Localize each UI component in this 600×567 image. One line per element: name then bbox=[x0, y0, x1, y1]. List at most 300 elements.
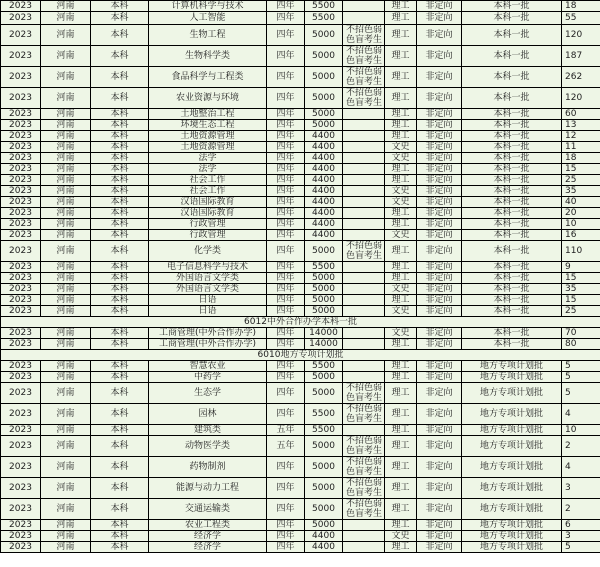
quota-cell: 9 bbox=[562, 262, 600, 273]
section-header-row bbox=[1, 350, 600, 361]
subject-cell: 理工 bbox=[385, 88, 417, 109]
year-cell: 2023 bbox=[1, 186, 41, 197]
major-cell: 外国语言文学类 bbox=[149, 273, 267, 284]
batch-cell: 本科一批 bbox=[462, 306, 562, 317]
province-cell: 河南 bbox=[41, 295, 91, 306]
subject-cell: 理工 bbox=[385, 262, 417, 273]
subject-cell: 文史 bbox=[385, 153, 417, 164]
subject-cell: 理工 bbox=[385, 478, 417, 499]
note-cell bbox=[343, 542, 385, 553]
subject-cell: 理工 bbox=[385, 436, 417, 457]
duration-cell: 四年 bbox=[267, 404, 305, 425]
duration-cell: 四年 bbox=[267, 25, 305, 46]
subject-cell: 理工 bbox=[385, 46, 417, 67]
note-cell bbox=[343, 339, 385, 350]
tuition-cell: 5000 bbox=[305, 273, 343, 284]
duration-cell: 五年 bbox=[267, 425, 305, 436]
subject-cell: 理工 bbox=[385, 372, 417, 383]
quota-cell: 12 bbox=[562, 131, 600, 142]
province-cell: 河南 bbox=[41, 131, 91, 142]
table-row bbox=[1, 383, 600, 404]
quota-cell: 60 bbox=[562, 109, 600, 120]
note-cell bbox=[343, 372, 385, 383]
table-row bbox=[1, 186, 600, 197]
note-cell bbox=[343, 142, 385, 153]
major-cell: 日语 bbox=[149, 295, 267, 306]
major-cell: 经济学 bbox=[149, 542, 267, 553]
level-cell: 本科 bbox=[91, 499, 149, 520]
year-cell: 2023 bbox=[1, 306, 41, 317]
province-cell: 河南 bbox=[41, 109, 91, 120]
province-cell: 河南 bbox=[41, 164, 91, 175]
subject-cell: 文史 bbox=[385, 230, 417, 241]
province-cell: 河南 bbox=[41, 88, 91, 109]
note-cell bbox=[343, 531, 385, 542]
year-cell: 2023 bbox=[1, 383, 41, 404]
subject-cell: 理工 bbox=[385, 12, 417, 25]
batch-cell: 本科一批 bbox=[462, 219, 562, 230]
subject-cell: 理工 bbox=[385, 164, 417, 175]
major-cell: 土地资源管理 bbox=[149, 131, 267, 142]
table-row bbox=[1, 241, 600, 262]
quota-cell: 20 bbox=[562, 208, 600, 219]
duration-cell: 四年 bbox=[267, 339, 305, 350]
quota-cell: 10 bbox=[562, 425, 600, 436]
province-cell: 河南 bbox=[41, 520, 91, 531]
province-cell: 河南 bbox=[41, 361, 91, 372]
province-cell: 河南 bbox=[41, 208, 91, 219]
duration-cell: 四年 bbox=[267, 208, 305, 219]
orientation-cell: 非定向 bbox=[417, 499, 462, 520]
duration-cell: 四年 bbox=[267, 372, 305, 383]
level-cell: 本科 bbox=[91, 1, 149, 12]
subject-cell: 文史 bbox=[385, 531, 417, 542]
tuition-cell: 5000 bbox=[305, 120, 343, 131]
batch-cell: 地方专项计划批 bbox=[462, 520, 562, 531]
batch-cell: 地方专项计划批 bbox=[462, 499, 562, 520]
province-cell: 河南 bbox=[41, 436, 91, 457]
level-cell: 本科 bbox=[91, 306, 149, 317]
quota-cell: 5 bbox=[562, 542, 600, 553]
year-cell: 2023 bbox=[1, 25, 41, 46]
section-header-row bbox=[1, 317, 600, 328]
batch-cell: 地方专项计划批 bbox=[462, 542, 562, 553]
table-row bbox=[1, 208, 600, 219]
table-row bbox=[1, 284, 600, 295]
quota-cell: 6 bbox=[562, 520, 600, 531]
year-cell: 2023 bbox=[1, 339, 41, 350]
table-row bbox=[1, 436, 600, 457]
batch-cell: 本科一批 bbox=[462, 284, 562, 295]
batch-cell: 地方专项计划批 bbox=[462, 531, 562, 542]
quota-cell: 11 bbox=[562, 142, 600, 153]
quota-cell: 18 bbox=[562, 1, 600, 12]
province-cell: 河南 bbox=[41, 531, 91, 542]
batch-cell: 本科一批 bbox=[462, 1, 562, 12]
table-row bbox=[1, 175, 600, 186]
duration-cell: 四年 bbox=[267, 109, 305, 120]
duration-cell: 四年 bbox=[267, 383, 305, 404]
province-cell: 河南 bbox=[41, 142, 91, 153]
table-row bbox=[1, 520, 600, 531]
table-row bbox=[1, 197, 600, 208]
note-cell bbox=[343, 1, 385, 12]
orientation-cell: 非定向 bbox=[417, 383, 462, 404]
quota-cell: 10 bbox=[562, 219, 600, 230]
orientation-cell: 非定向 bbox=[417, 328, 462, 339]
quota-cell: 40 bbox=[562, 197, 600, 208]
subject-cell: 文史 bbox=[385, 142, 417, 153]
section-title: 6012中外合作办学本科一批 bbox=[1, 317, 600, 328]
duration-cell: 四年 bbox=[267, 531, 305, 542]
batch-cell: 本科一批 bbox=[462, 131, 562, 142]
orientation-cell: 非定向 bbox=[417, 208, 462, 219]
note-cell bbox=[343, 262, 385, 273]
major-cell: 土地资源管理 bbox=[149, 142, 267, 153]
subject-cell: 理工 bbox=[385, 120, 417, 131]
batch-cell: 本科一批 bbox=[462, 273, 562, 284]
major-cell: 工商管理(中外合作办学) bbox=[149, 339, 267, 350]
level-cell: 本科 bbox=[91, 109, 149, 120]
subject-cell: 文史 bbox=[385, 186, 417, 197]
major-cell: 社会工作 bbox=[149, 175, 267, 186]
subject-cell: 理工 bbox=[385, 273, 417, 284]
level-cell: 本科 bbox=[91, 164, 149, 175]
duration-cell: 四年 bbox=[267, 284, 305, 295]
province-cell: 河南 bbox=[41, 457, 91, 478]
duration-cell: 四年 bbox=[267, 120, 305, 131]
orientation-cell: 非定向 bbox=[417, 262, 462, 273]
table-row bbox=[1, 295, 600, 306]
level-cell: 本科 bbox=[91, 175, 149, 186]
note-cell: 不招色弱色盲考生 bbox=[343, 46, 385, 67]
note-cell bbox=[343, 425, 385, 436]
tuition-cell: 4400 bbox=[305, 186, 343, 197]
tuition-cell: 5500 bbox=[305, 1, 343, 12]
subject-cell: 理工 bbox=[385, 208, 417, 219]
major-cell: 农业工程类 bbox=[149, 520, 267, 531]
quota-cell: 262 bbox=[562, 67, 600, 88]
level-cell: 本科 bbox=[91, 25, 149, 46]
quota-cell: 3 bbox=[562, 478, 600, 499]
major-cell: 环境生态工程 bbox=[149, 120, 267, 131]
major-cell: 行政管理 bbox=[149, 219, 267, 230]
table-row bbox=[1, 262, 600, 273]
note-cell: 不招色弱色盲考生 bbox=[343, 457, 385, 478]
subject-cell: 理工 bbox=[385, 219, 417, 230]
duration-cell: 四年 bbox=[267, 186, 305, 197]
batch-cell: 地方专项计划批 bbox=[462, 436, 562, 457]
duration-cell: 四年 bbox=[267, 457, 305, 478]
batch-cell: 本科一批 bbox=[462, 67, 562, 88]
orientation-cell: 非定向 bbox=[417, 230, 462, 241]
subject-cell: 理工 bbox=[385, 295, 417, 306]
note-cell bbox=[343, 230, 385, 241]
batch-cell: 本科一批 bbox=[462, 175, 562, 186]
subject-cell: 理工 bbox=[385, 404, 417, 425]
year-cell: 2023 bbox=[1, 425, 41, 436]
quota-cell: 25 bbox=[562, 175, 600, 186]
note-cell: 不招色弱色盲考生 bbox=[343, 67, 385, 88]
level-cell: 本科 bbox=[91, 328, 149, 339]
tuition-cell: 5000 bbox=[305, 88, 343, 109]
province-cell: 河南 bbox=[41, 273, 91, 284]
major-cell: 药物制剂 bbox=[149, 457, 267, 478]
tuition-cell: 5000 bbox=[305, 499, 343, 520]
orientation-cell: 非定向 bbox=[417, 153, 462, 164]
year-cell: 2023 bbox=[1, 88, 41, 109]
province-cell: 河南 bbox=[41, 120, 91, 131]
batch-cell: 地方专项计划批 bbox=[462, 383, 562, 404]
year-cell: 2023 bbox=[1, 197, 41, 208]
orientation-cell: 非定向 bbox=[417, 131, 462, 142]
level-cell: 本科 bbox=[91, 131, 149, 142]
orientation-cell: 非定向 bbox=[417, 457, 462, 478]
tuition-cell: 4400 bbox=[305, 208, 343, 219]
subject-cell: 理工 bbox=[385, 131, 417, 142]
year-cell: 2023 bbox=[1, 295, 41, 306]
quota-cell: 35 bbox=[562, 284, 600, 295]
tuition-cell: 5000 bbox=[305, 284, 343, 295]
year-cell: 2023 bbox=[1, 478, 41, 499]
year-cell: 2023 bbox=[1, 153, 41, 164]
province-cell: 河南 bbox=[41, 197, 91, 208]
level-cell: 本科 bbox=[91, 219, 149, 230]
level-cell: 本科 bbox=[91, 241, 149, 262]
subject-cell: 文史 bbox=[385, 284, 417, 295]
tuition-cell: 5500 bbox=[305, 361, 343, 372]
major-cell: 电子信息科学与技术 bbox=[149, 262, 267, 273]
subject-cell: 文史 bbox=[385, 197, 417, 208]
tuition-cell: 5500 bbox=[305, 425, 343, 436]
quota-cell: 5 bbox=[562, 383, 600, 404]
year-cell: 2023 bbox=[1, 372, 41, 383]
quota-cell: 80 bbox=[562, 339, 600, 350]
tuition-cell: 5000 bbox=[305, 109, 343, 120]
major-cell: 中药学 bbox=[149, 372, 267, 383]
table-row bbox=[1, 306, 600, 317]
table-row bbox=[1, 142, 600, 153]
province-cell: 河南 bbox=[41, 25, 91, 46]
year-cell: 2023 bbox=[1, 131, 41, 142]
major-cell: 农业资源与环境 bbox=[149, 88, 267, 109]
year-cell: 2023 bbox=[1, 262, 41, 273]
year-cell: 2023 bbox=[1, 404, 41, 425]
tuition-cell: 5000 bbox=[305, 67, 343, 88]
note-cell: 不招色弱色盲考生 bbox=[343, 383, 385, 404]
major-cell: 能源与动力工程 bbox=[149, 478, 267, 499]
level-cell: 本科 bbox=[91, 520, 149, 531]
major-cell: 人工智能 bbox=[149, 12, 267, 25]
tuition-cell: 5000 bbox=[305, 478, 343, 499]
tuition-cell: 4400 bbox=[305, 531, 343, 542]
province-cell: 河南 bbox=[41, 230, 91, 241]
subject-cell: 理工 bbox=[385, 241, 417, 262]
duration-cell: 四年 bbox=[267, 328, 305, 339]
tuition-cell: 5000 bbox=[305, 295, 343, 306]
province-cell: 河南 bbox=[41, 499, 91, 520]
duration-cell: 四年 bbox=[267, 542, 305, 553]
duration-cell: 四年 bbox=[267, 164, 305, 175]
quota-cell: 120 bbox=[562, 25, 600, 46]
year-cell: 2023 bbox=[1, 12, 41, 25]
orientation-cell: 非定向 bbox=[417, 436, 462, 457]
province-cell: 河南 bbox=[41, 175, 91, 186]
duration-cell: 四年 bbox=[267, 46, 305, 67]
subject-cell: 理工 bbox=[385, 499, 417, 520]
province-cell: 河南 bbox=[41, 478, 91, 499]
batch-cell: 本科一批 bbox=[462, 208, 562, 219]
orientation-cell: 非定向 bbox=[417, 306, 462, 317]
level-cell: 本科 bbox=[91, 457, 149, 478]
duration-cell: 四年 bbox=[267, 131, 305, 142]
table-row bbox=[1, 372, 600, 383]
duration-cell: 四年 bbox=[267, 175, 305, 186]
quota-cell: 55 bbox=[562, 12, 600, 25]
tuition-cell: 4400 bbox=[305, 230, 343, 241]
tuition-cell: 4400 bbox=[305, 197, 343, 208]
level-cell: 本科 bbox=[91, 186, 149, 197]
table-row bbox=[1, 273, 600, 284]
major-cell: 汉语国际教育 bbox=[149, 208, 267, 219]
duration-cell: 四年 bbox=[267, 478, 305, 499]
note-cell bbox=[343, 175, 385, 186]
table-row bbox=[1, 328, 600, 339]
duration-cell: 四年 bbox=[267, 230, 305, 241]
orientation-cell: 非定向 bbox=[417, 339, 462, 350]
orientation-cell: 非定向 bbox=[417, 273, 462, 284]
level-cell: 本科 bbox=[91, 142, 149, 153]
duration-cell: 四年 bbox=[267, 197, 305, 208]
orientation-cell: 非定向 bbox=[417, 295, 462, 306]
subject-cell: 理工 bbox=[385, 1, 417, 12]
duration-cell: 四年 bbox=[267, 153, 305, 164]
note-cell bbox=[343, 520, 385, 531]
batch-cell: 地方专项计划批 bbox=[462, 425, 562, 436]
note-cell bbox=[343, 109, 385, 120]
major-cell: 法学 bbox=[149, 153, 267, 164]
year-cell: 2023 bbox=[1, 436, 41, 457]
province-cell: 河南 bbox=[41, 328, 91, 339]
orientation-cell: 非定向 bbox=[417, 197, 462, 208]
quota-cell: 15 bbox=[562, 273, 600, 284]
note-cell bbox=[343, 284, 385, 295]
batch-cell: 本科一批 bbox=[462, 230, 562, 241]
orientation-cell: 非定向 bbox=[417, 284, 462, 295]
orientation-cell: 非定向 bbox=[417, 241, 462, 262]
level-cell: 本科 bbox=[91, 153, 149, 164]
subject-cell: 文史 bbox=[385, 306, 417, 317]
major-cell: 生态学 bbox=[149, 383, 267, 404]
province-cell: 河南 bbox=[41, 46, 91, 67]
major-cell: 生物科学类 bbox=[149, 46, 267, 67]
major-cell: 汉语国际教育 bbox=[149, 197, 267, 208]
orientation-cell: 非定向 bbox=[417, 425, 462, 436]
province-cell: 河南 bbox=[41, 306, 91, 317]
level-cell: 本科 bbox=[91, 531, 149, 542]
province-cell: 河南 bbox=[41, 186, 91, 197]
table-row bbox=[1, 542, 600, 553]
level-cell: 本科 bbox=[91, 361, 149, 372]
orientation-cell: 非定向 bbox=[417, 88, 462, 109]
tuition-cell: 4400 bbox=[305, 164, 343, 175]
orientation-cell: 非定向 bbox=[417, 478, 462, 499]
subject-cell: 理工 bbox=[385, 339, 417, 350]
year-cell: 2023 bbox=[1, 142, 41, 153]
duration-cell: 四年 bbox=[267, 12, 305, 25]
province-cell: 河南 bbox=[41, 12, 91, 25]
table-row bbox=[1, 12, 600, 25]
major-cell: 化学类 bbox=[149, 241, 267, 262]
subject-cell: 理工 bbox=[385, 175, 417, 186]
major-cell: 工商管理(中外合作办学) bbox=[149, 328, 267, 339]
table-row bbox=[1, 425, 600, 436]
tuition-cell: 5000 bbox=[305, 383, 343, 404]
major-cell: 行政管理 bbox=[149, 230, 267, 241]
note-cell bbox=[343, 208, 385, 219]
level-cell: 本科 bbox=[91, 542, 149, 553]
note-cell bbox=[343, 361, 385, 372]
tuition-cell: 4400 bbox=[305, 542, 343, 553]
province-cell: 河南 bbox=[41, 67, 91, 88]
batch-cell: 本科一批 bbox=[462, 164, 562, 175]
duration-cell: 四年 bbox=[267, 241, 305, 262]
major-cell: 动物医学类 bbox=[149, 436, 267, 457]
duration-cell: 四年 bbox=[267, 142, 305, 153]
level-cell: 本科 bbox=[91, 372, 149, 383]
subject-cell: 理工 bbox=[385, 542, 417, 553]
batch-cell: 本科一批 bbox=[462, 328, 562, 339]
note-cell bbox=[343, 295, 385, 306]
quota-cell: 35 bbox=[562, 186, 600, 197]
table-row bbox=[1, 46, 600, 67]
orientation-cell: 非定向 bbox=[417, 404, 462, 425]
subject-cell: 理工 bbox=[385, 25, 417, 46]
batch-cell: 本科一批 bbox=[462, 12, 562, 25]
tuition-cell: 5500 bbox=[305, 262, 343, 273]
subject-cell: 理工 bbox=[385, 425, 417, 436]
table-row bbox=[1, 67, 600, 88]
major-cell: 智慧农业 bbox=[149, 361, 267, 372]
quota-cell: 15 bbox=[562, 164, 600, 175]
duration-cell: 四年 bbox=[267, 306, 305, 317]
year-cell: 2023 bbox=[1, 520, 41, 531]
year-cell: 2023 bbox=[1, 46, 41, 67]
duration-cell: 四年 bbox=[267, 1, 305, 12]
subject-cell: 理工 bbox=[385, 383, 417, 404]
major-cell: 法学 bbox=[149, 164, 267, 175]
year-cell: 2023 bbox=[1, 164, 41, 175]
orientation-cell: 非定向 bbox=[417, 67, 462, 88]
orientation-cell: 非定向 bbox=[417, 120, 462, 131]
table-row bbox=[1, 361, 600, 372]
batch-cell: 本科一批 bbox=[462, 262, 562, 273]
tuition-cell: 5000 bbox=[305, 520, 343, 531]
year-cell: 2023 bbox=[1, 328, 41, 339]
tuition-cell: 5500 bbox=[305, 404, 343, 425]
batch-cell: 本科一批 bbox=[462, 88, 562, 109]
tuition-cell: 4400 bbox=[305, 142, 343, 153]
quota-cell: 15 bbox=[562, 295, 600, 306]
major-cell: 经济学 bbox=[149, 531, 267, 542]
year-cell: 2023 bbox=[1, 542, 41, 553]
note-cell: 不招色弱色盲考生 bbox=[343, 404, 385, 425]
orientation-cell: 非定向 bbox=[417, 164, 462, 175]
table-row bbox=[1, 478, 600, 499]
table-row bbox=[1, 25, 600, 46]
note-cell bbox=[343, 164, 385, 175]
quota-cell: 25 bbox=[562, 306, 600, 317]
